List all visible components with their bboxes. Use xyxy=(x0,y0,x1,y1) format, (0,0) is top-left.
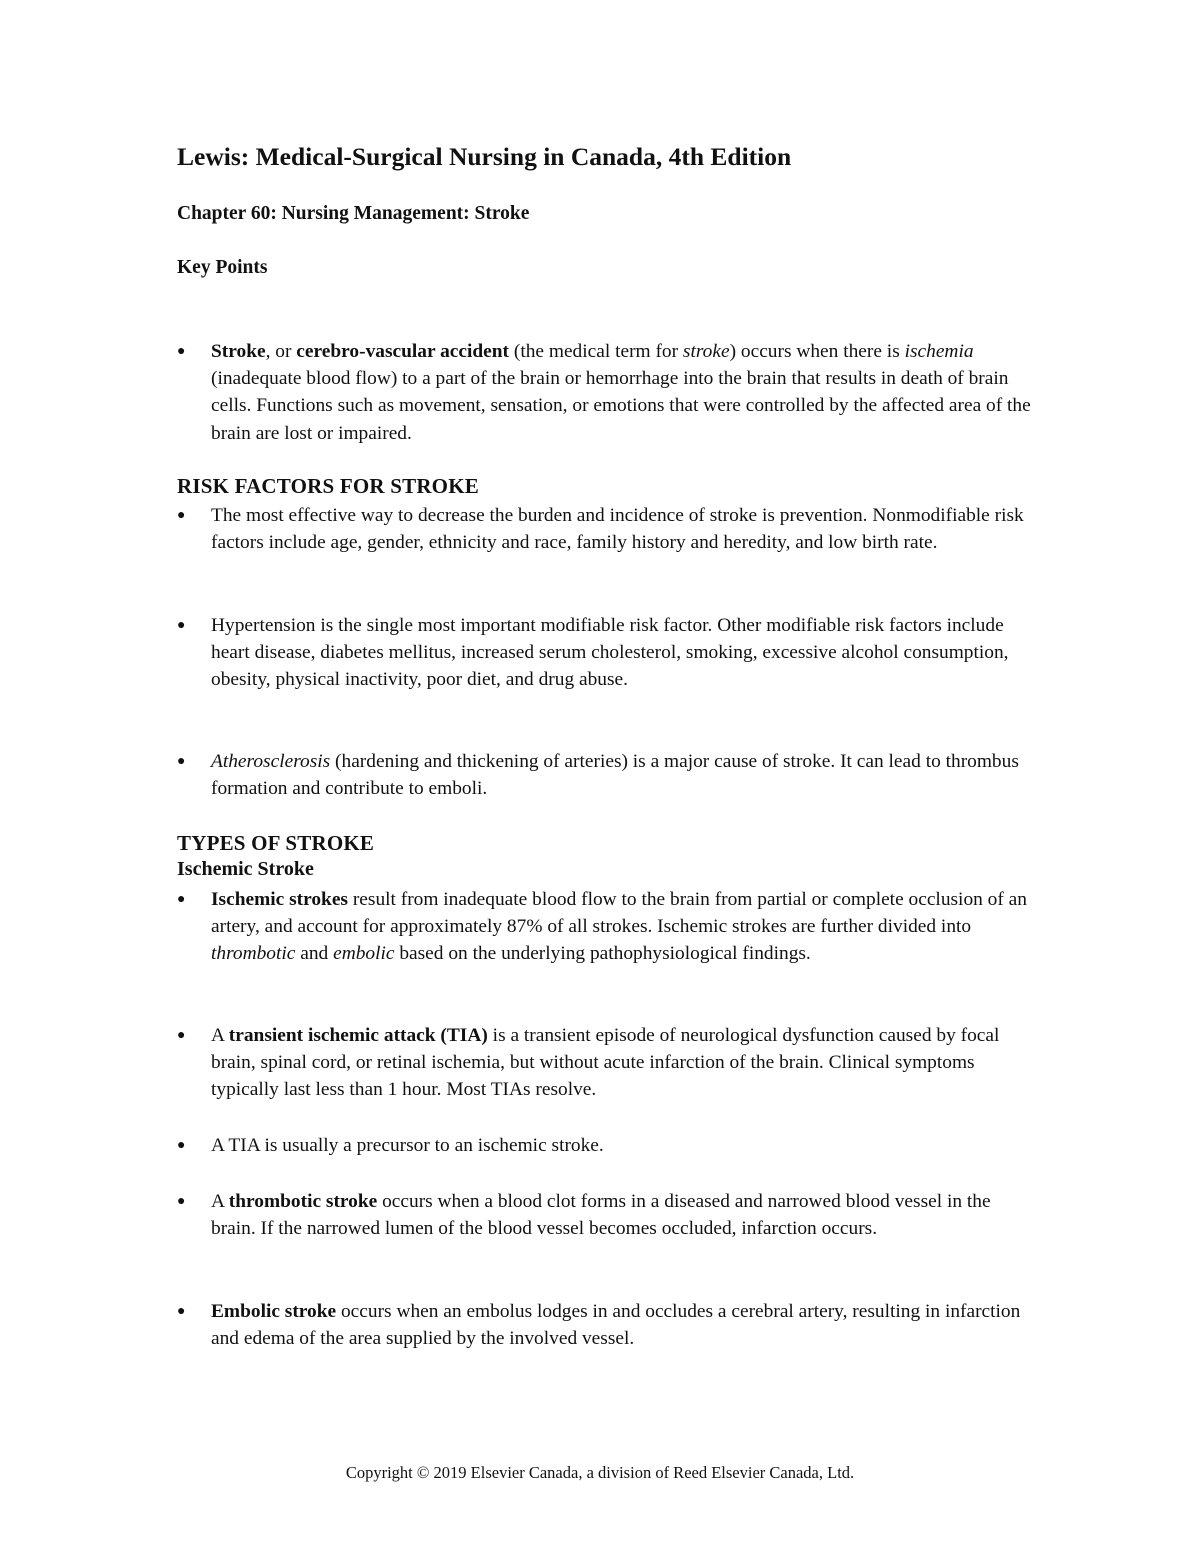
list-item-text: The most effective way to decrease the burden and incidence of stroke is prevention. Nonmodifiable risk factors include age, gender, ethnicity and race, family history and heredity, and low birth rate. xyxy=(211,505,1024,554)
bullet-icon: ● xyxy=(177,892,186,907)
list-item xyxy=(177,1298,1037,1352)
list-item-text: Stroke, or cerebro-vascular accident (the medical term for stroke) occurs when there is ischemia (inadequate blood flow) to a part of the brain or hemorrhage into the brain that results in death of brain cells. Functions such as movement, sensation, or emotions that were controlled by the affected area of the brain are lost or impaired. xyxy=(211,341,1031,444)
bullet-icon: ● xyxy=(177,754,186,769)
bullet-icon: ● xyxy=(177,618,186,633)
list-item xyxy=(177,1022,1037,1104)
bullet-icon: ● xyxy=(177,508,186,523)
list-item-text: A thrombotic stroke occurs when a blood clot forms in a diseased and narrowed blood vessel in the brain. If the narrowed lumen of the blood vessel becomes occluded, infarction occurs. xyxy=(211,1191,991,1240)
key-points-heading: Key Points xyxy=(177,257,268,278)
bullet-icon: ● xyxy=(177,344,186,359)
section-heading-types: TYPES OF STROKE xyxy=(177,831,375,855)
bullet-icon: ● xyxy=(177,1304,186,1319)
list-item-text: Atherosclerosis (hardening and thickening of arteries) is a major cause of stroke. It can lead to thrombus formation and contribute to emboli. xyxy=(211,751,1019,800)
list-item xyxy=(177,886,1037,968)
list-item-text: Ischemic strokes result from inadequate blood flow to the brain from partial or complete occlusion of an artery, and account for approximately 87% of all strokes. Ischemic strokes are further divided into thrombotic and embolic based on the underlying pathophysiological findings. xyxy=(211,889,1027,965)
list-item-text: Embolic stroke occurs when an embolus lodges in and occludes a cerebral artery, resulting in infarction and edema of the area supplied by the involved vessel. xyxy=(211,1301,1021,1350)
list-item-text: A TIA is usually a precursor to an ischemic stroke. xyxy=(211,1135,604,1156)
list-item xyxy=(177,1132,1037,1159)
list-item xyxy=(177,1188,1037,1242)
list-item xyxy=(177,502,1037,556)
bullet-icon: ● xyxy=(177,1028,186,1043)
section-heading-risk-factors: RISK FACTORS FOR STROKE xyxy=(177,474,479,498)
bullet-icon: ● xyxy=(177,1194,186,1209)
subheading-ischemic-stroke: Ischemic Stroke xyxy=(177,858,314,880)
list-item xyxy=(177,748,1037,802)
list-item-text: A transient ischemic attack (TIA) is a transient episode of neurological dysfunction caused by focal brain, spinal cord, or retinal ischemia, but without acute infarction of the brain. Clinical symptoms typically last less than 1 hour. Most TIAs resolve. xyxy=(211,1025,1000,1101)
list-item xyxy=(177,338,1037,447)
copyright-footer: Copyright © 2019 Elsevier Canada, a division of Reed Elsevier Canada, Ltd. xyxy=(345,1463,855,1482)
list-item xyxy=(177,612,1037,694)
chapter-title: Chapter 60: Nursing Management: Stroke xyxy=(177,203,530,224)
list-item-text: Hypertension is the single most important modifiable risk factor. Other modifiable risk factors include heart disease, diabetes mellitus, increased serum cholesterol, smoking, excessive alcohol consumption, obesity, physical inactivity, poor diet, and drug abuse. xyxy=(211,615,1009,691)
bullet-icon: ● xyxy=(177,1138,186,1153)
document-title: Lewis: Medical-Surgical Nursing in Canada, 4th Edition xyxy=(177,142,792,171)
